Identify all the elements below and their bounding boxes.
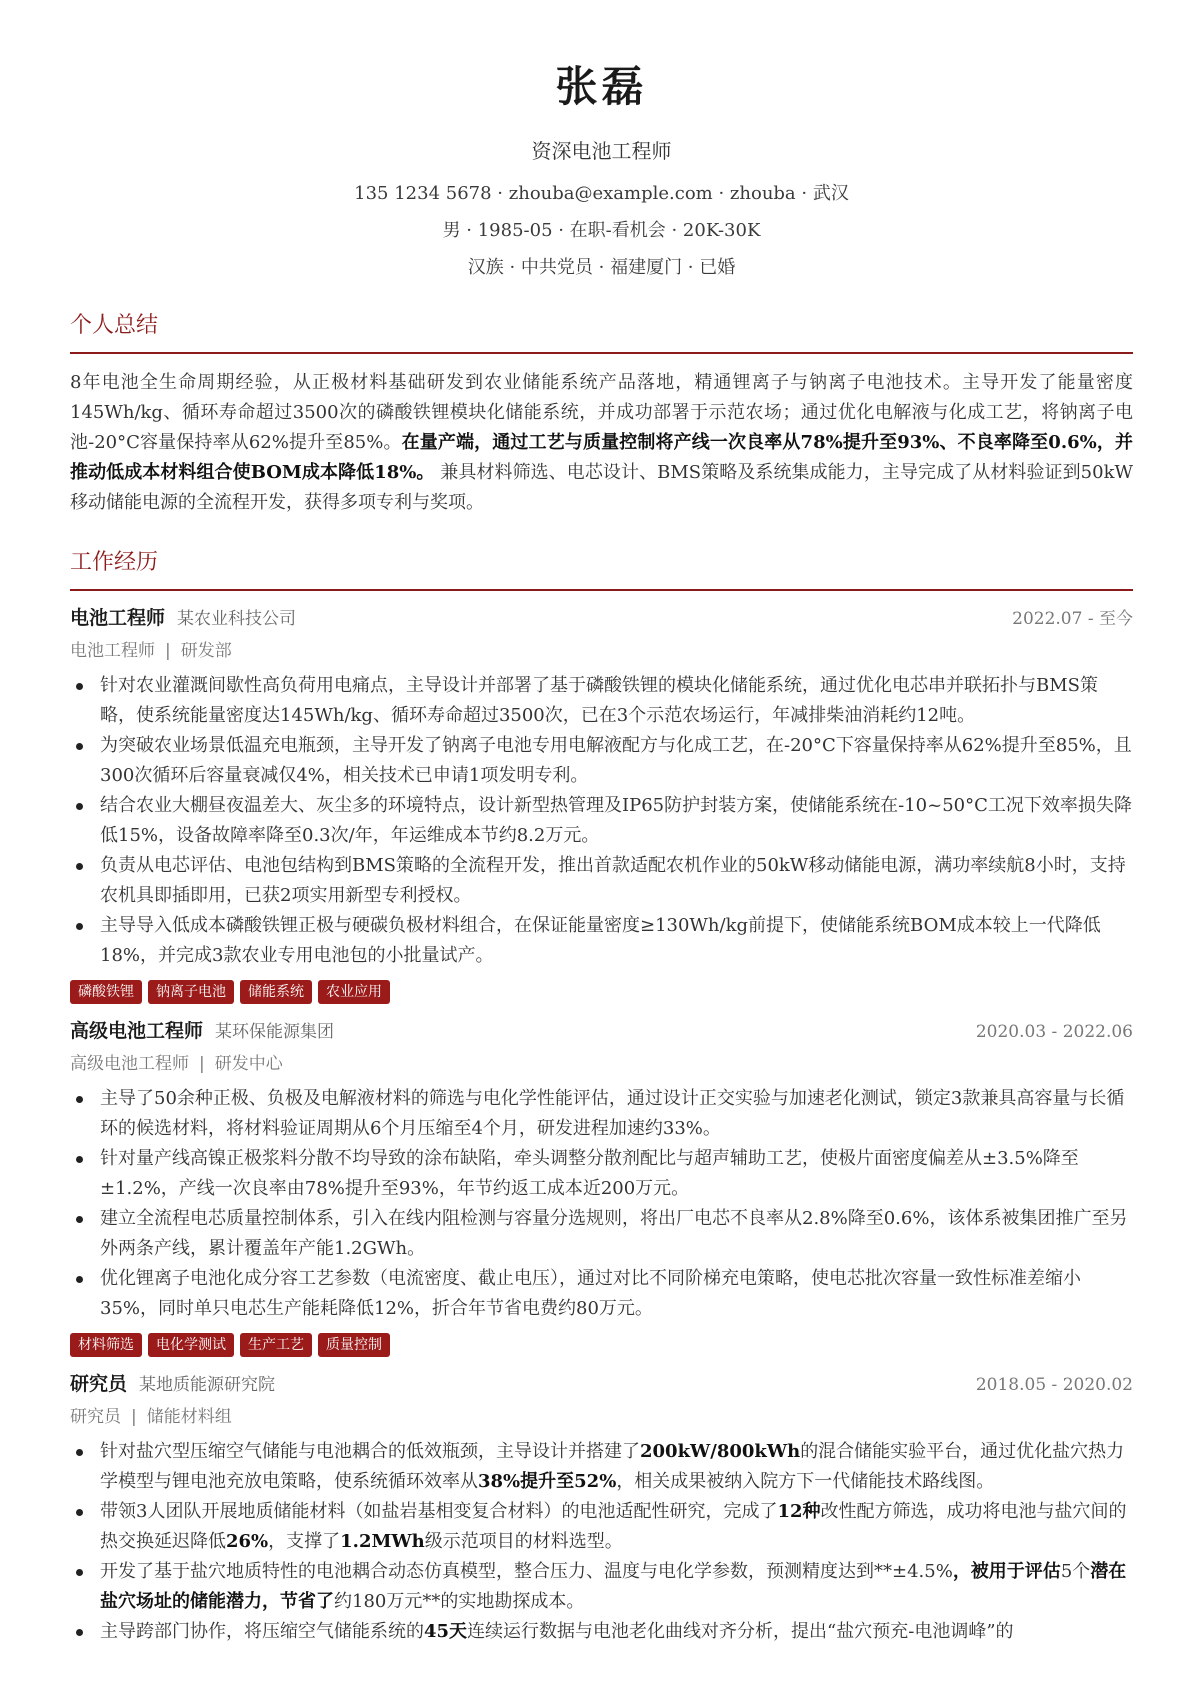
text-bold: 潜在盐穴场址的储能潜力，节省了 [100, 1561, 1127, 1612]
section-title-summary: 个人总结 [70, 313, 159, 338]
job-bullets [70, 1084, 1133, 1324]
job-bullets [70, 671, 1133, 971]
tag-badge: 生产工艺 [240, 1333, 312, 1357]
job-company: 某环保能源集团 [215, 1022, 335, 1042]
skill-tags [70, 980, 1133, 1004]
job-entry [70, 1016, 1133, 1357]
tag-badge: 农业应用 [318, 980, 390, 1004]
text-segment: 连续运行数据与电池老化曲线对齐分析，提出“盐穴预充-电池调峰”的 [467, 1621, 1014, 1642]
list-item: 主导了50余种正极、负极及电解液材料的筛选与电化学性能评估，通过设计正交实验与加速老化测试，锁定3款兼具高容量与长循环的候选材料，将材料验证周期从6个月压缩至4个月，研发进程加速约33%。 [70, 1084, 1133, 1144]
job-role: 电池工程师 [70, 607, 166, 629]
text-segment: ，支撑了 [268, 1531, 341, 1552]
job-role: 研究员 [70, 1373, 128, 1395]
summary-text-bold: 在量产端，通过工艺与质量控制将产线一次良率从78%提升至93%、不良率降至0.6%，并推动低成本材料组合使BOM成本降低18%。 [70, 432, 1133, 483]
contact-line: 135 1234 5678 · zhouba@example.com · zhouba · 武汉 [354, 183, 849, 204]
section-title-experience: 工作经历 [70, 550, 159, 575]
separator: | [199, 1054, 205, 1074]
job-subtitle [70, 1401, 1133, 1433]
list-item: 结合农业大棚昼夜温差大、灰尘多的环境特点，设计新型热管理及IP65防护封装方案，使储能系统在-10~50°C工况下效率损失降低15%，设备故障率降至0.3次/年，年运维成本节约8.2万元。 [70, 791, 1133, 851]
job-entry [70, 603, 1133, 1004]
job-date: 2018.05 - 2020.02 [975, 1375, 1133, 1395]
section-divider [70, 589, 1133, 591]
text-bold: 45天 [424, 1621, 468, 1642]
tag-badge: 材料筛选 [70, 1333, 142, 1357]
tag-badge: 质量控制 [318, 1333, 390, 1357]
text-segment: 主导跨部门协作，将压缩空气储能系统的 [100, 1621, 424, 1642]
text-bold: 26% [226, 1531, 269, 1552]
job-dept: 研发部 [180, 641, 232, 661]
job-bullets [70, 1437, 1133, 1647]
list-item: 建立全流程电芯质量控制体系，引入在线内阻检测与容量分选规则，将出厂电芯不良率从2.8%降至0.6%，该体系被集团推广至另外两条产线，累计覆盖年产能1.2GWh。 [70, 1204, 1133, 1264]
resume-header [70, 0, 1133, 286]
job-header [70, 1369, 1133, 1401]
summary-section [70, 311, 1133, 518]
list-item [70, 1437, 1133, 1497]
experience-section [70, 548, 1133, 1647]
list-item [70, 1557, 1133, 1617]
job-role: 高级电池工程师 [70, 1020, 204, 1042]
personal-line: 汉族 · 中共党员 · 福建厦门 · 已婚 [467, 257, 736, 278]
text-segment: 级示范项目的材料选型。 [424, 1531, 623, 1552]
separator: | [131, 1407, 137, 1427]
job-header [70, 1016, 1133, 1048]
list-item: 主导导入低成本磷酸铁锂正极与硬碳负极材料组合，在保证能量密度≥130Wh/kg前提下，使储能系统BOM成本较上一代降低18%，并完成3款农业专用电池包的小批量试产。 [70, 911, 1133, 971]
text-segment: 的混合储能实验平台，通过优化盐穴热力学模型与锂电池充放电策略，使系统循环效率从 [100, 1441, 1125, 1492]
text-segment: 针对盐穴型压缩空气储能与电池耦合的低效瓶颈，主导设计并搭建了 [100, 1441, 640, 1462]
job-date: 2020.03 - 2022.06 [975, 1022, 1133, 1042]
job-dept: 研发中心 [214, 1054, 283, 1074]
list-item: 针对农业灌溉间歇性高负荷用电痛点，主导设计并部署了基于磷酸铁锂的模块化储能系统，通过优化电芯串并联拓扑与BMS策略，使系统能量密度达145Wh/kg、循环寿命超过3500次，已在3个示范农场运行，年减排柴油消耗约12吨。 [70, 671, 1133, 731]
job-company: 某地质能源研究院 [139, 1375, 276, 1395]
job-dept: 储能材料组 [146, 1407, 232, 1427]
list-item: 负责从电芯评估、电池包结构到BMS策略的全流程开发，推出首款适配农机作业的50kW移动储能电源，满功率续航8小时，支持农机具即插即用，已获2项实用新型专利授权。 [70, 851, 1133, 911]
job-position: 研究员 [70, 1407, 121, 1427]
job-header [70, 603, 1133, 635]
section-divider [70, 352, 1133, 354]
tag-badge: 储能系统 [240, 980, 312, 1004]
job-date: 2022.07 - 至今 [1012, 609, 1133, 629]
text-segment: 带领3人团队开展地质储能材料（如盐岩基相变复合材料）的电池适配性研究，完成了 [100, 1501, 778, 1522]
job-company: 某农业科技公司 [177, 609, 297, 629]
list-item: 为突破农业场景低温充电瓶颈，主导开发了钠离子电池专用电解液配方与化成工艺，在-20°C下容量保持率从62%提升至85%，且300次循环后容量衰减仅4%，相关技术已申请1项发明专利。 [70, 731, 1133, 791]
text-bold: 1.2MWh [340, 1531, 425, 1552]
text-segment: ，相关成果被纳入院方下一代储能技术路线图。 [616, 1471, 995, 1492]
job-position: 高级电池工程师 [70, 1054, 189, 1074]
text-segment: 5个 [1060, 1561, 1091, 1582]
summary-text-a: 8年电池全生命周期经验，从正极材料基础研发到农业储能系统产品落地，精通锂离子与钠离子电池技术。主导开发了能量密度145Wh/kg、循环寿命超过3500次的磷酸铁锂模块化储能系统，并成功部署于示范农场；通过优化电解液与化成工艺，将钠离子电池-20°C容量保持率从62%提升至85%。 [70, 372, 1133, 453]
text-bold: 12种 [777, 1501, 821, 1522]
job-position: 电池工程师 [70, 641, 155, 661]
profile-line: 男 · 1985-05 · 在职-看机会 · 20K-30K [442, 220, 761, 241]
text-segment: 改性配方筛选，成功将电池与盐穴间的热交换延迟降低 [100, 1501, 1127, 1552]
list-item: 针对量产线高镍正极浆料分散不均导致的涂布缺陷，牵头调整分散剂配比与超声辅助工艺，使极片面密度偏差从±3.5%降至±1.2%，产线一次良率由78%提升至93%，年节约返工成本近200万元。 [70, 1144, 1133, 1204]
text-segment: 约180万元**的实地勘探成本。 [334, 1591, 585, 1612]
text-bold: ，被用于评估 [952, 1561, 1061, 1582]
candidate-name: 张磊 [555, 62, 648, 111]
list-item [70, 1497, 1133, 1557]
tag-badge: 电化学测试 [148, 1333, 234, 1357]
text-segment: 开发了基于盐穴地质特性的电池耦合动态仿真模型，整合压力、温度与电化学参数，预测精度达到**±4.5% [100, 1561, 953, 1582]
info-block [70, 175, 1133, 286]
text-bold: 38%提升至52% [478, 1471, 617, 1492]
separator: | [165, 641, 171, 661]
candidate-title: 资深电池工程师 [531, 139, 672, 163]
skill-tags [70, 1333, 1133, 1357]
summary-text-b: 兼具材料筛选、电芯设计、BMS策略及系统集成能力，主导完成了从材料验证到50kW移动储能电源的全流程开发，获得多项专利与奖项。 [70, 462, 1133, 513]
job-entry [70, 1369, 1133, 1647]
list-item: 优化锂离子电池化成分容工艺参数（电流密度、截止电压），通过对比不同阶梯充电策略，使电芯批次容量一致性标准差缩小35%，同时单只电芯生产能耗降低12%，折合年节省电费约80万元。 [70, 1264, 1133, 1324]
text-bold: 200kW/800kWh [640, 1441, 801, 1462]
list-item [70, 1617, 1133, 1647]
tag-badge: 钠离子电池 [148, 980, 234, 1004]
tag-badge: 磷酸铁锂 [70, 980, 142, 1004]
job-subtitle [70, 1048, 1133, 1080]
summary-text [70, 368, 1133, 518]
job-subtitle [70, 635, 1133, 667]
